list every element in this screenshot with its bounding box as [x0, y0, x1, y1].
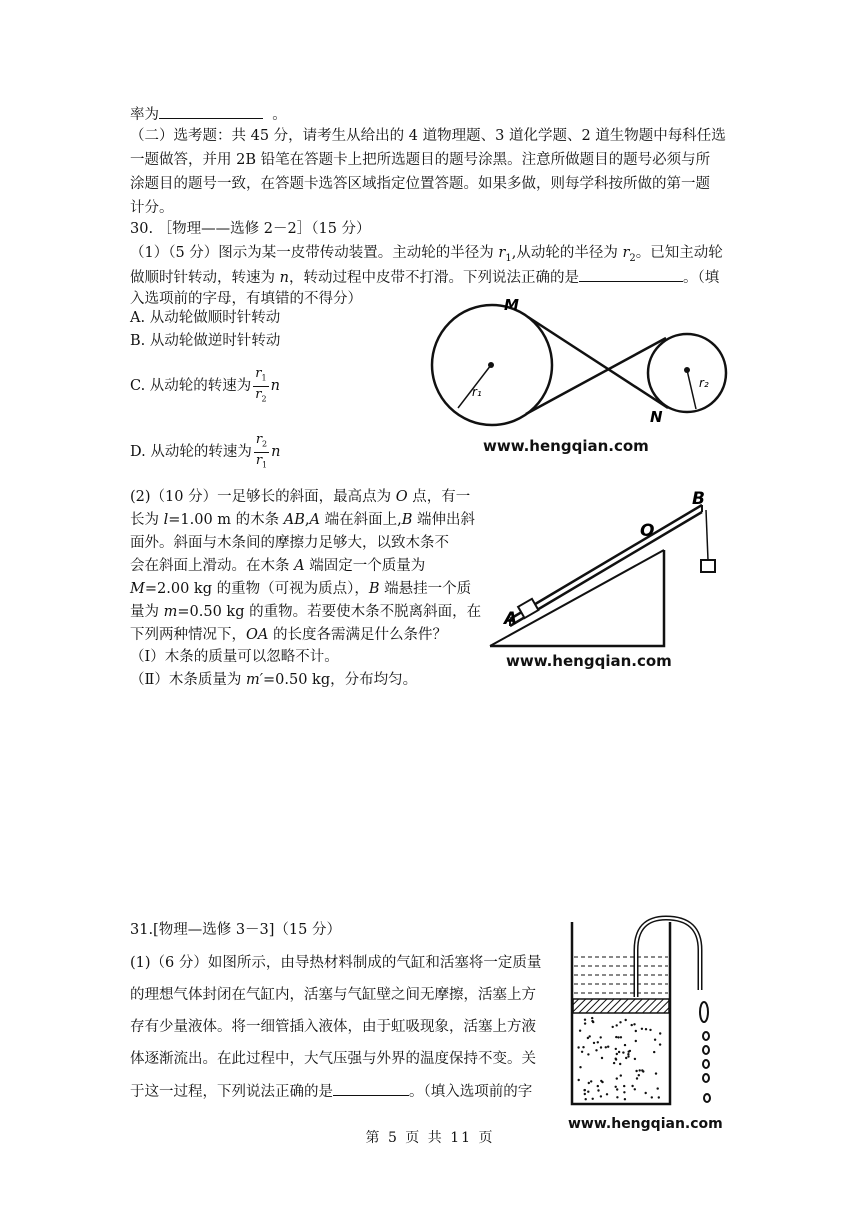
gas-particle [638, 1074, 640, 1076]
gas-particle [582, 1046, 584, 1048]
option-c: C. 从动轮的转速为 $\frac{r_1}{r_2}$ n [130, 366, 280, 406]
belt-drive-figure [428, 292, 728, 464]
label-b: B [692, 489, 705, 509]
instruction-line: 一题做答，并用 2B 铅笔在答题卡上把所选题目的题号涂黑。注意所做题目的题号必须与所 [130, 152, 711, 168]
gas-particle [595, 1049, 597, 1051]
gas-particle [634, 1088, 636, 1090]
instruction-line: 涂题目的题号一致，在答题卡选答区域指定位置答题。如果多做，则每学科按所做的第一题 [130, 176, 710, 192]
gas-particle [631, 1024, 633, 1026]
gas-particle [612, 1026, 614, 1028]
gas-particle [597, 1041, 599, 1043]
q30-part2-line: 量为 m=0.50 kg 的重物。若要使木条不脱离斜面，在 [130, 604, 482, 620]
gas-particle [600, 1080, 602, 1082]
gas-particle [616, 1088, 618, 1090]
label-n: N [650, 408, 663, 426]
gas-particle [635, 1030, 637, 1032]
q30-part2-line: M=2.00 kg 的重物（可视为质点），B 端悬挂一个质 [130, 581, 472, 597]
gas-particle [587, 1091, 589, 1093]
q30-part1-line: （1）（5 分）图示为某一皮带传动装置。主动轮的半径为 $r_1$,从动轮的半径为 $r_2$。已知主动轮 [130, 245, 723, 264]
gas-particle [616, 1024, 618, 1026]
gas-particle [624, 1098, 626, 1100]
gas-particle [623, 1085, 625, 1087]
q30-case-1: （Ⅰ）木条的质量可以忽略不计。 [130, 649, 339, 665]
gas-particle [605, 1046, 607, 1048]
q30-header: 30. ［物理——选修 2－2］（15 分） [130, 221, 371, 237]
gas-particle [636, 1077, 638, 1079]
gas-particle [641, 1069, 643, 1071]
gas-particle [597, 1089, 599, 1091]
gas-particle [645, 1028, 647, 1030]
gas-particle [584, 1019, 586, 1021]
gas-particle [654, 1039, 656, 1041]
gas-particle [592, 1098, 594, 1100]
watermark: www.hengqian.com [483, 437, 649, 455]
q30-part2-line: 会在斜面上滑动。在木条 A 端固定一个质量为 [130, 558, 426, 574]
gas-particle [657, 1087, 659, 1089]
q31-line: 体逐渐流出。在此过程中，大气压强与外界的温度保持不变。关 [130, 1051, 536, 1067]
gas-particle [607, 1046, 609, 1048]
gas-particle [585, 1098, 587, 1100]
answer-blank[interactable] [579, 267, 683, 282]
gas-particle [616, 1053, 618, 1055]
gas-particle [616, 1077, 618, 1079]
gas-particle [619, 1063, 621, 1065]
gas-particle [583, 1089, 585, 1091]
q31-line: 的理想气体封闭在气缸内，活塞与气缸壁之间无摩擦，活塞上方 [130, 987, 536, 1003]
fraction-r1-r2: $\frac{r_1}{r_2}$ [255, 366, 267, 404]
gas-particle [615, 1048, 617, 1050]
gas-particle [625, 1057, 627, 1059]
gas-particle [635, 1070, 637, 1072]
gas-particle [649, 1029, 651, 1031]
gas-particle [578, 1079, 580, 1081]
gas-particle [600, 1036, 602, 1038]
gas-particle [633, 1023, 635, 1025]
gas-particle [631, 1085, 633, 1087]
label-m: M [504, 296, 519, 314]
watermark: www.hengqian.com [568, 1116, 723, 1132]
gas-particle [659, 1032, 661, 1034]
gas-particle [615, 1086, 617, 1088]
fraction-r2-r1: $\frac{r_2}{r_1}$ [255, 432, 268, 470]
gas-particle [620, 1036, 622, 1038]
gas-particle [587, 1037, 589, 1039]
gas-particle [591, 1020, 593, 1022]
cylinder-diagram [566, 912, 726, 1117]
gas-particle [623, 1091, 625, 1093]
instruction-line: （二）选考题：共 45 分，请考生从给出的 4 道物理题、3 道化学题、2 道生物题中每科任选 [130, 128, 726, 144]
gas-particle [624, 1044, 626, 1046]
gas-particle [625, 1019, 627, 1021]
gas-particle [634, 1058, 636, 1060]
gas-particle [601, 1057, 603, 1059]
gas-particle [615, 1058, 617, 1060]
label-r1: r₁ [472, 385, 482, 399]
q30-part1-line: 入选项前的字母，有填错的不得分） [130, 291, 362, 307]
cylinder-figure [566, 912, 726, 1136]
gas-particle [591, 1017, 593, 1019]
q30-case-2: （Ⅱ）木条质量为 m′=0.50 kg，分布均匀。 [130, 672, 418, 688]
gas-particle [653, 1051, 655, 1053]
q31-line: 于这一过程，下列说法正确的是 。（填入选项前的字 [130, 1081, 532, 1102]
instruction-line: 计分。 [130, 200, 174, 216]
gas-particle [584, 1093, 586, 1095]
option-b: B. 从动轮做逆时针转动 [130, 333, 281, 349]
gas-particle [597, 1085, 599, 1087]
answer-blank[interactable] [333, 1081, 409, 1096]
answer-blank[interactable] [159, 104, 263, 119]
gas-particle [579, 1030, 581, 1032]
gas-particle [639, 1069, 641, 1071]
gas-particle [577, 1046, 579, 1048]
gas-particle [600, 1095, 602, 1097]
gas-particle [620, 1074, 622, 1076]
q30-part2-line: 面外。斜面与木条间的摩擦力足够大，以致木条不 [130, 535, 449, 551]
gas-particle [615, 1036, 617, 1038]
gas-particle [645, 1092, 647, 1094]
option-d: D. 从动轮的转速为 $\frac{r_2}{r_1}$ n [130, 432, 280, 472]
gas-particle [613, 1062, 615, 1064]
gas-particle [627, 1055, 629, 1057]
gas-particle [600, 1046, 602, 1048]
gas-particle [641, 1028, 643, 1030]
gas-particle [651, 1096, 653, 1098]
q30-part1-line: 做顺时针转动，转速为 n，转动过程中皮带不打滑。下列说法正确的是 。（填 [130, 267, 719, 288]
slope-figure [480, 488, 730, 673]
gas-particle [617, 1036, 619, 1038]
gas-particle [618, 1051, 620, 1053]
gas-particle [616, 1096, 618, 1098]
label-o: O [640, 521, 655, 541]
gas-particle [619, 1021, 621, 1023]
gas-particle [635, 1040, 637, 1042]
gas-particle [658, 1096, 660, 1098]
gas-particle [584, 1022, 586, 1024]
answer-line: 率为 。 [130, 104, 287, 125]
gas-particle [581, 1051, 583, 1053]
gas-particle [590, 1080, 592, 1082]
q31-line: 存有少量液体。将一细管插入液体，由于虹吸现象，活塞上方液 [130, 1019, 536, 1035]
gas-particle [659, 1043, 661, 1045]
q31-line: (1)（6 分）如图所示，由导热材料制成的气缸和活塞将一定质量 [130, 955, 542, 971]
q30-part2-line: 下列两种情况下，OA 的长度各需满足什么条件？ [130, 627, 447, 643]
q31-header: 31.[物理—选修 3－3]（15 分） [130, 922, 341, 938]
watermark: www.hengqian.com [506, 652, 672, 670]
gas-particle [587, 1053, 589, 1055]
gas-particle [593, 1042, 595, 1044]
gas-particle [655, 1072, 657, 1074]
slope-diagram [480, 488, 730, 673]
gas-particle [588, 1082, 590, 1084]
page-footer: 第 5 页 共 11 页 [365, 1130, 495, 1146]
gas-particle [629, 1050, 631, 1052]
gas-particle [622, 1051, 624, 1053]
gas-particle [589, 1035, 591, 1037]
q30-part2-line: (2)（10 分）一足够长的斜面，最高点为 O 点，有一 [130, 489, 471, 505]
label-r2: r₂ [699, 376, 709, 390]
option-a: A. 从动轮做顺时针转动 [130, 310, 281, 326]
gas-particle [606, 1093, 608, 1095]
gas-particle [579, 1066, 581, 1068]
gas-particle [627, 1053, 629, 1055]
q30-part2-line: 长为 l=1.00 m 的木条 AB,A 端在斜面上,B 端伸出斜 [130, 512, 475, 528]
label-a: A [504, 609, 518, 629]
